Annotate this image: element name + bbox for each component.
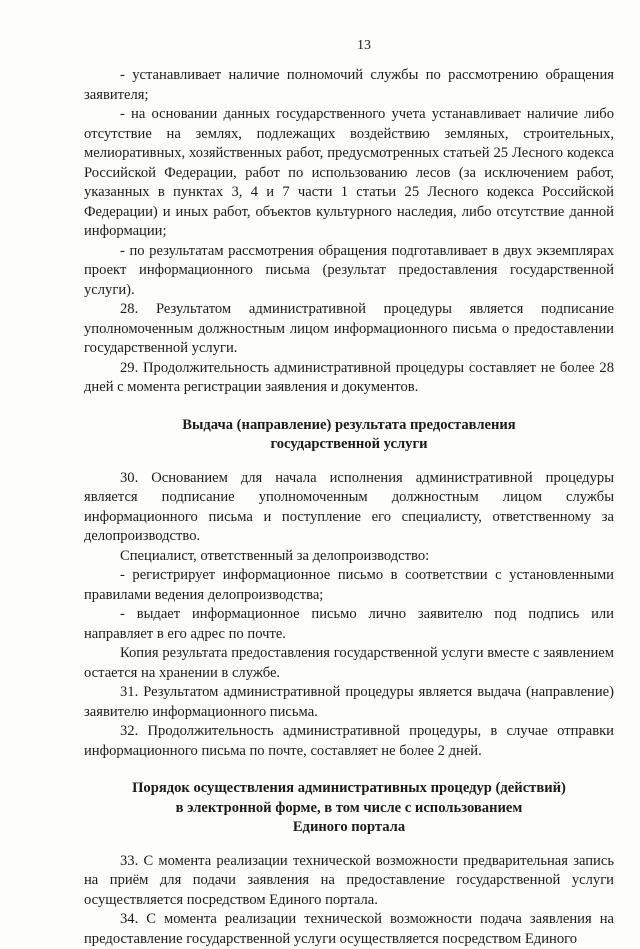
paragraph: 32. Продолжительность административной процедуры, в случае отправки информационного письма по почте, составляет не более 2 дней.: [84, 722, 614, 761]
section-mid: [84, 469, 614, 762]
section-heading-electronic: [84, 779, 614, 838]
section-bottom: [84, 852, 614, 949]
paragraph: Копия результата предоставления государственной услуги вместе с заявлением остается на хранении в службе.: [84, 644, 614, 683]
paragraph: - на основании данных государственного учета устанавливает наличие либо отсутствие на землях, подлежащих воздействию земляных, строительных, мелиоративных, хозяйственных работ, предусмотренных статьей 25 Лесного кодекса Российской Федерации, работ по использованию лесов (за исключением работ, указанных в пунктах 3, 4 и 7 части 1 статьи 25 Лесного кодекса Российской Федерации) и иных работ, объектов культурного наследия, либо отсутствие данной информации;: [84, 105, 614, 242]
paragraph: 30. Основанием для начала исполнения административной процедуры является подписание уполномоченным должностным лицом службы информационного письма и поступление его специалисту, ответственному за делопроизводство.: [84, 469, 614, 547]
section-top: [84, 66, 614, 398]
section-heading-issuance: [84, 416, 614, 455]
heading-line: государственной услуги: [94, 435, 604, 455]
paragraph: 34. С момента реализации технической возможности подача заявления на предоставление государственной услуги осуществляется посредством Единого: [84, 910, 614, 949]
paragraph: 31. Результатом административной процедуры является выдача (направление) заявителю информационного письма.: [84, 683, 614, 722]
heading-line: в электронной форме, в том числе с использованием: [94, 799, 604, 819]
paragraph: 33. С момента реализации технической возможности предварительная запись на приём для подачи заявления на предоставление государственной услуги осуществляется посредством Единого портала.: [84, 852, 614, 911]
paragraph: - устанавливает наличие полномочий службы по рассмотрению обращения заявителя;: [84, 66, 614, 105]
heading-line: Порядок осуществления административных процедур (действий): [94, 779, 604, 799]
paragraph: 29. Продолжительность административной процедуры составляет не более 28 дней с момента регистрации заявления и документов.: [84, 359, 614, 398]
heading-line: Единого портала: [94, 818, 604, 838]
paragraph: - выдает информационное письмо лично заявителю под подпись или направляет в его адрес по почте.: [84, 605, 614, 644]
page-number: 13: [84, 38, 614, 54]
paragraph: 28. Результатом административной процедуры является подписание уполномоченным должностным лицом информационного письма о предоставлении государственной услуги.: [84, 300, 614, 359]
paragraph: - регистрирует информационное письмо в соответствии с установленными правилами ведения делопроизводства;: [84, 566, 614, 605]
paragraph: Специалист, ответственный за делопроизводство:: [84, 547, 614, 567]
heading-line: Выдача (направление) результата предоставления: [94, 416, 604, 436]
paragraph: - по результатам рассмотрения обращения подготавливает в двух экземплярах проект информационного письма (результат предоставления государственной услуги).: [84, 242, 614, 301]
